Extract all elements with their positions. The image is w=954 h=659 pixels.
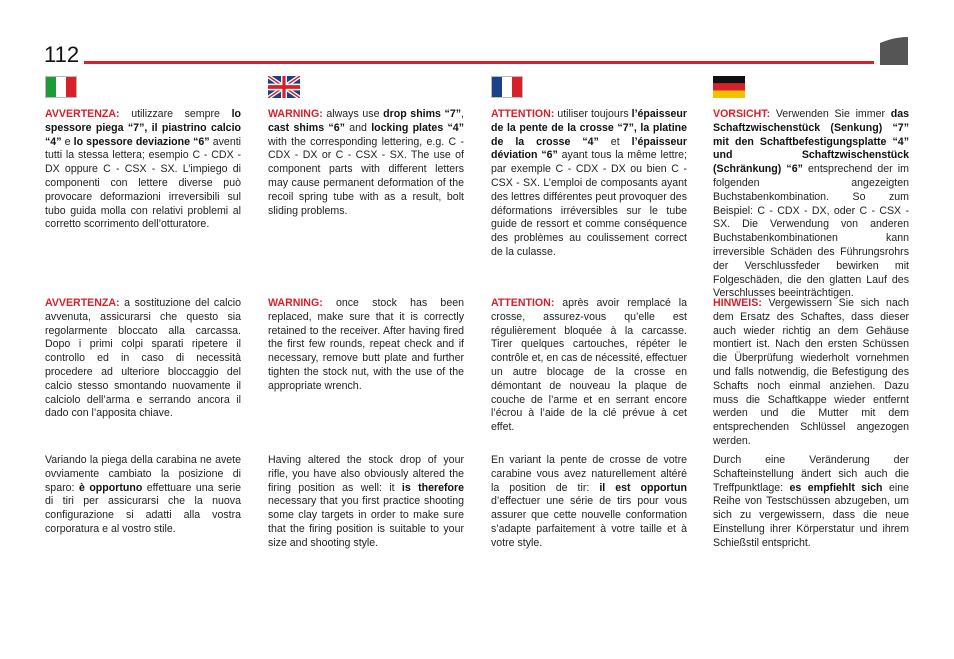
warning-label: ATTENTION: [491,108,555,120]
text-span: , [461,108,464,120]
advice-block [491,454,687,551]
text-span: a sostituzione del calcio avvenuta, assicurarsi che questo sia regolarmente bloccato alla carcassa. Dopo i primi colpi sparati ripetere il controllo ed in caso di necessità procedere ad ulteriore bloccaggio del calcio stesso smontando nuovamente il calciolo dell’arma e serrando ancora il dado con l’apposita chiave. [45,297,241,420]
warning-label: WARNING: [268,297,323,309]
text-span: ayant tous la même lettre; par exemple C - CDX - DX ou bien C - CSX - SX. L’emploi de composants ayant des lettres différentes peut provoquer des déformations irréversibles sur le tube guide de ressort et comme conséquence des problèmes au coulissement correct de la culasse. [491,149,687,258]
warning-block-1 [45,108,241,232]
uk-flag-icon [268,76,300,98]
warning-label: VORSICHT: [713,108,771,120]
bold-text: drop shims “7” [383,108,462,120]
france-flag-icon [491,76,523,98]
bold-text: è opportuno [78,481,143,494]
warning-block-1 [268,108,464,218]
warning-block-2 [268,297,464,394]
text-span: necessary that you first practice shooting some clay targets in order to make sure that the firing position is suitable to your size and shooting style. [268,495,464,549]
text-span: d’effectuer une série de tirs pour vous assurer que cette nouvelle conformation s’adapte parfaitement à votre taille et à votre style. [491,495,687,549]
text-span: e [61,135,74,148]
column-german [713,76,909,549]
bold-text: das Schaftzwischenstück (Senkung) “7” mit den Schaftbefestigungsplatte “4” und Schaftzwischenstück (Schränkung) “6” [713,108,909,176]
text-span: et [598,135,632,148]
warning-block-2 [45,297,241,421]
warning-label: HINWEIS: [713,297,762,309]
text-span: and [344,121,372,134]
germany-flag-icon [713,76,745,98]
text-span: Verwenden Sie immer [770,108,891,120]
warning-label: AVVERTENZA: [45,297,120,309]
header-rule [84,61,874,64]
warning-label: AVVERTENZA: [45,108,120,120]
italy-flag-icon [45,76,77,98]
text-span: entsprechend der im folgenden angezeigten Buchstabenkombination. So zum Beispiel: C - CDX - DX, oder C - CSX - SX. Die Verwendung von anderen Buchstabenkombinationen kann irreversible Schäden des Führungsrohrs der Verschlussfeder bewirken mit Folgeschäden, die den glatten Lauf des Verschlusses beeinträchtigen. [713,163,909,300]
bold-text: cast shims “6” [268,121,345,134]
bold-text: es empfiehlt sich [789,481,883,494]
warning-block-1 [713,108,909,301]
text-span: once stock has been replaced, make sure that it is correctly retained to the receiver. After having fired the first few rounds, repeat check and if necessary, remove butt plate and further tighten the stock nut, with the use of the appropriate wrench. [268,297,464,392]
bold-text: is therefore [401,481,464,494]
text-span: Durch eine Veränderung der Schafteinstellung ändert sich auch die Treffpunktlage: [713,454,909,494]
bold-text: lo spessore deviazione “6” [73,135,210,148]
bold-text: l’épaisseur déviation “6” [491,135,687,162]
column-english [268,76,464,549]
bold-text: il est opportun [599,481,688,494]
text-span: Variando la piega della carabina ne avete ovviamente cambiato la posizione di sparo: [45,454,241,494]
warning-label: WARNING: [268,108,323,120]
text-span: always use [322,108,384,120]
warning-block-1 [491,108,687,260]
text-span: utiliser toujours [554,108,632,120]
bold-text: lo spessore piega “7”, il piastrino calcio “4” [45,108,241,148]
advice-block [45,454,241,537]
advice-block [713,454,909,551]
warning-label: ATTENTION: [491,297,555,309]
corner-tab-icon [880,37,908,65]
text-span: with the corresponding lettering, e.g. C - CDX - DX or C - CSX - SX. The use of component parts with different letters may cause permanent deformation of the recoil spring tube with as a result, bolt sliding problems. [268,135,464,217]
warning-block-2 [491,297,687,435]
text-span: aventi tutti la stessa lettera; esempio C - CDX - DX oppure C - CSX - SX. L’impiego di componenti con lettere diverse può provocare deformazioni irreversibili sul tubo guida molla con relativi problemi al corretto scorrimento dell’otturatore. [45,135,242,231]
bold-text: l’épaisseur de la pente de la crosse “7”, la platine de la crosse “4” [491,108,687,148]
text-span: En variant la pente de crosse de votre carabine vous avez naturellement altéré la position de tir: [491,454,687,494]
advice-block [268,454,464,551]
text-span: Vergewissern Sie sich nach dem Ersatz des Schaftes, dass dieser auch wieder richtig an dem Gehäuse montiert ist. Nach den ersten Schüssen die Überprüfung wiederholt vornehmen und falls notwendig, die Befestigung des Schafts noch einmal anziehen. Dazu muss die Schaftkappe wieder entfernt werden und die Mutter mit dem entsprechenden Schlüssel angezogen werden. [713,297,909,447]
text-span: effettuare una serie di tiri per assicurarsi che la nuova configurazione si adatti alla vostra corporatura e al vostro stile. [45,481,241,535]
warning-block-2 [713,297,909,449]
page-number: 112 [44,42,80,67]
column-french [491,76,688,549]
text-span: utilizzare sempre [119,108,232,120]
text-span: après avoir remplacé la crosse, assurez-vous qu’elle est régulièrement bloquée à la carcasse. Tirer quelques cartouches, répéter le contrôle et, en cas de nécessité, effectuer un autre blocage de la crosse en démontant de nouveau la plaque de couche de l’arme et en serrant encore l’écrou à l’aide de la clé prévue à cet effet. [491,297,687,434]
column-italian [45,76,242,535]
text-span: eine Reihe von Testschüssen abzugeben, um sich zu vergewissern, dass die neue Einstellung ihrer Körperstatur und ihrem Schießstil entspricht. [713,481,909,549]
text-span: Having altered the stock drop of your rifle, you have also obviously altered the firing position as well: it [268,454,464,494]
bold-text: locking plates “4” [371,121,464,134]
